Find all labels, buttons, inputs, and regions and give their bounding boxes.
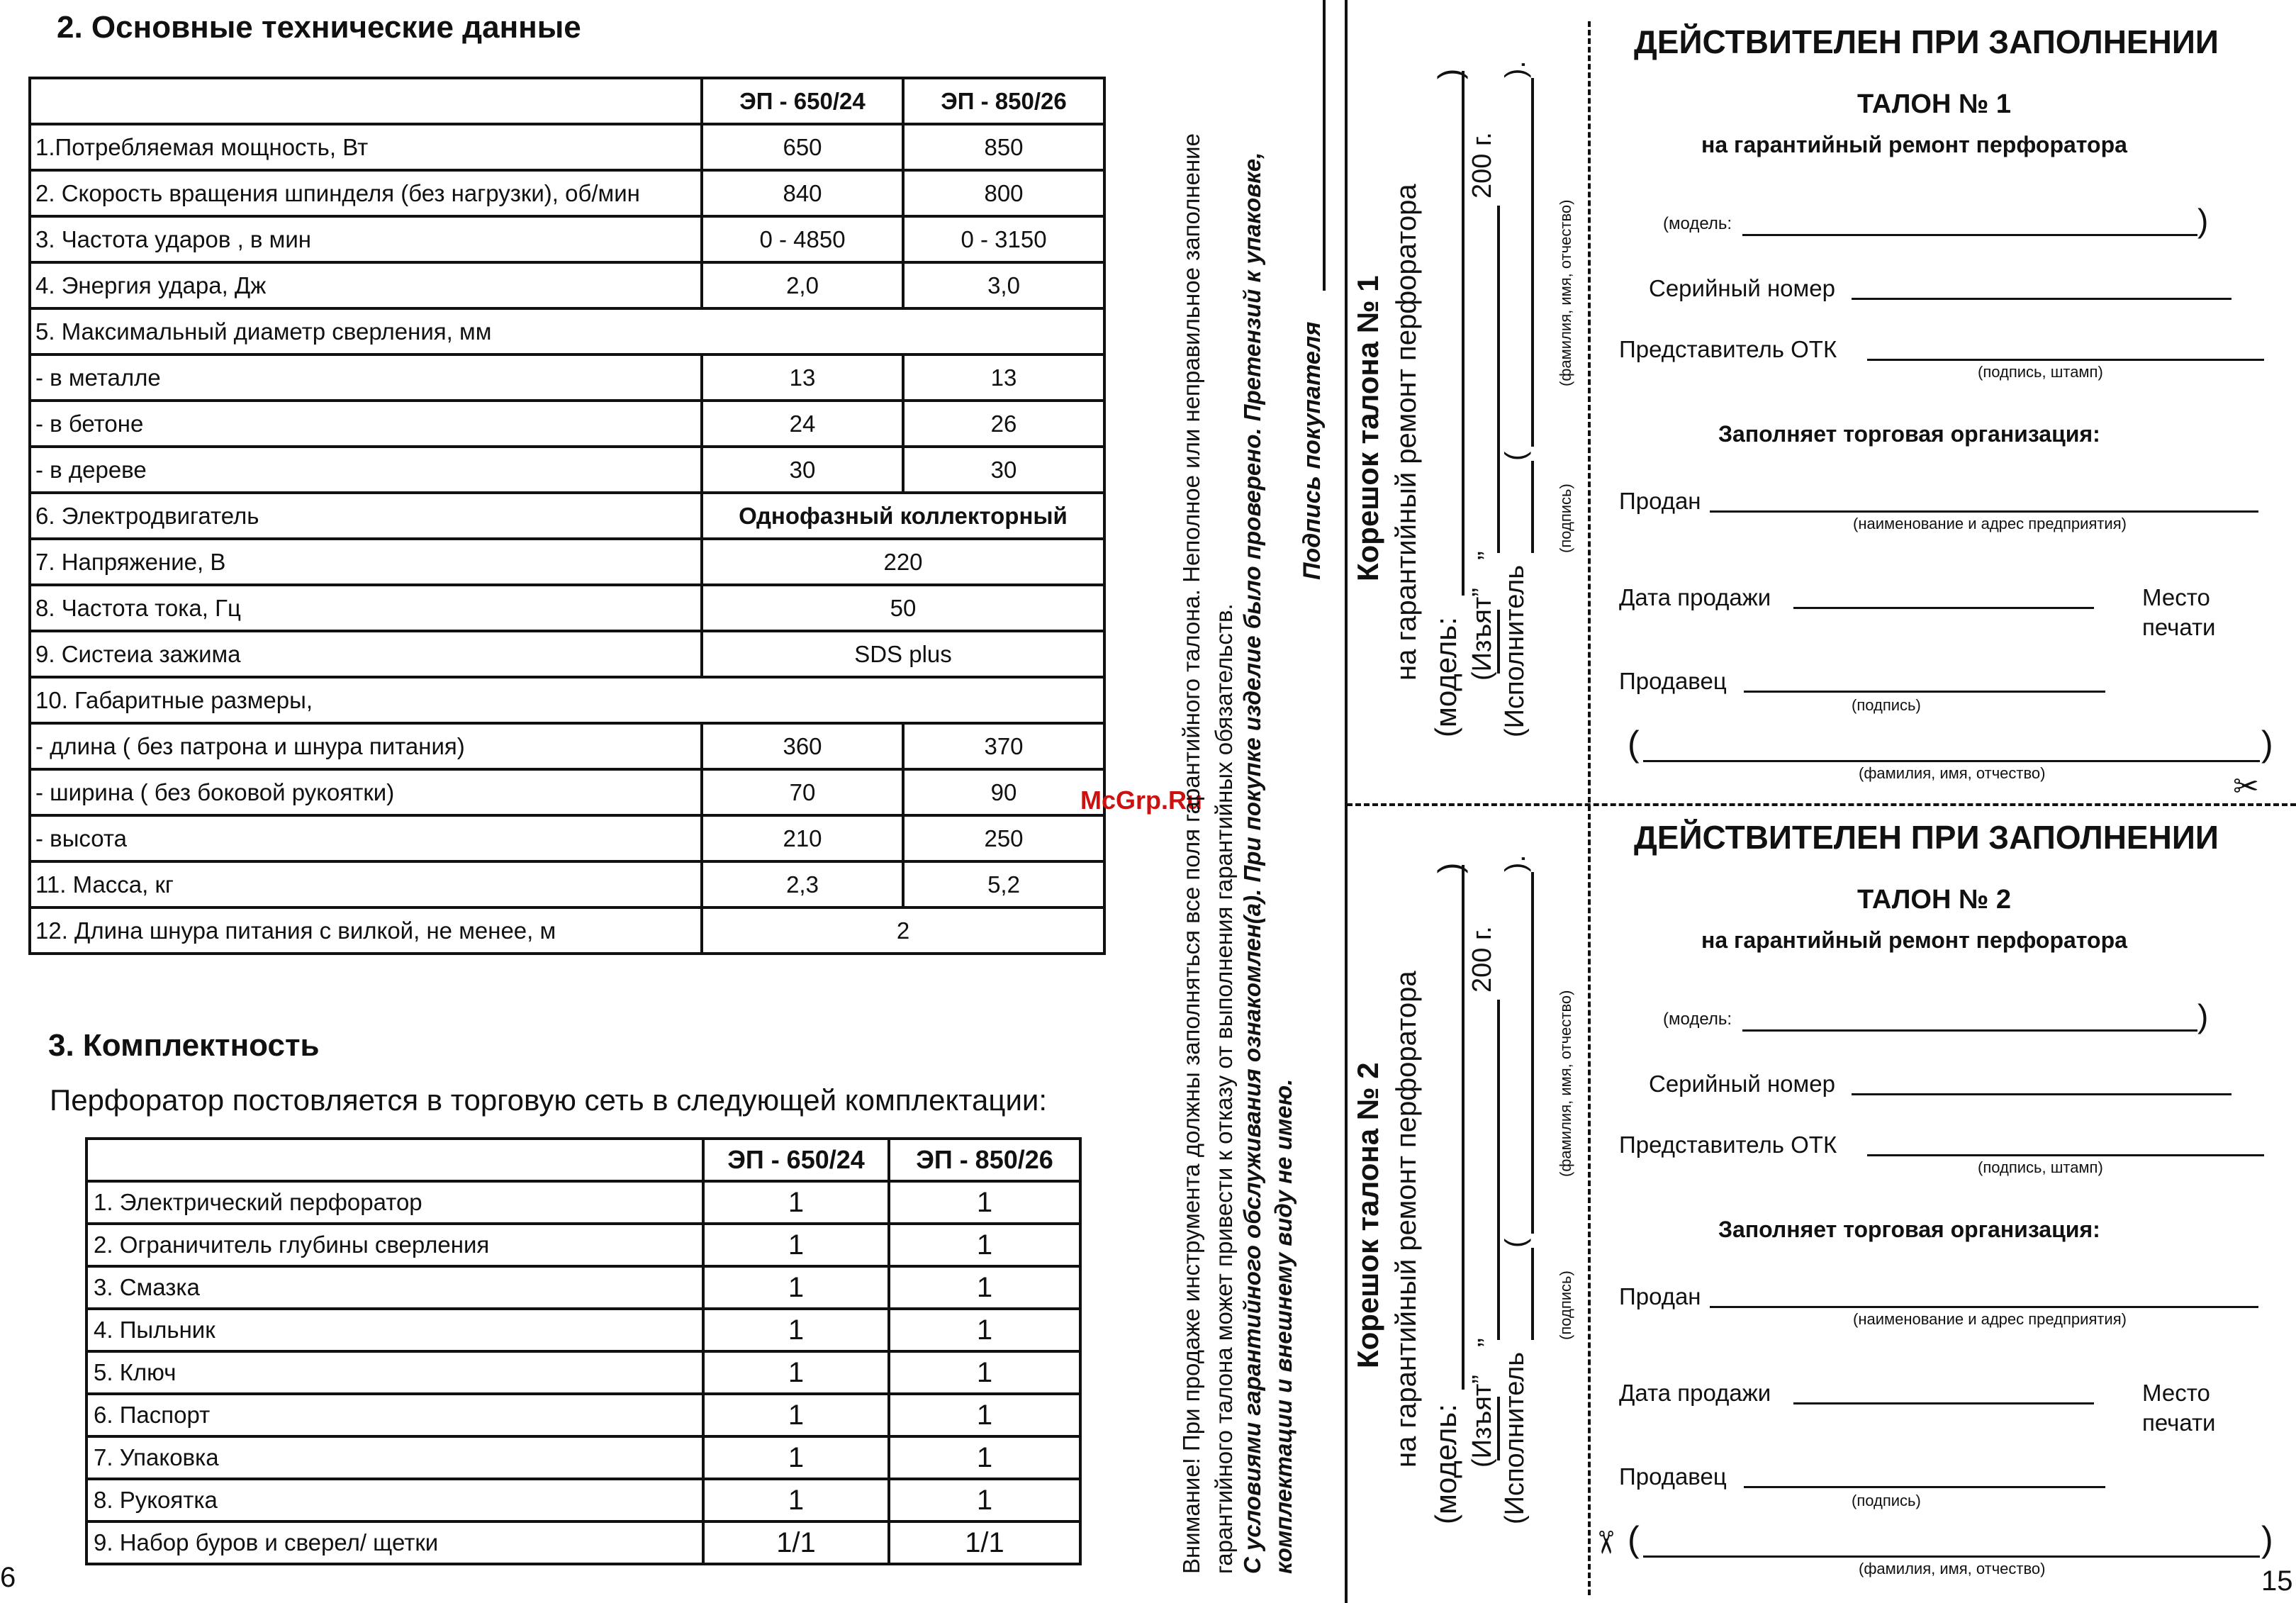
kit-value: 1 (703, 1351, 889, 1394)
stub-1-fio-hint: (фамилия, имя, отчество) (1557, 199, 1574, 386)
kit-row (86, 1394, 1080, 1436)
kit-table (85, 1137, 1082, 1565)
spec-value-merged: Однофазный коллекторный (702, 493, 1104, 539)
kit-label: 6. Паспорт (86, 1394, 703, 1436)
kit-value: 1 (703, 1266, 889, 1309)
kit-row (86, 1309, 1080, 1351)
stub-2-year: 200 г. (1467, 926, 1497, 993)
coupon-1-stamp-place-1: Место (2142, 584, 2210, 610)
notice-line-1: Внимание! При продаже инструмента должны заполняться все поля гарантийного талона. Неполное или неправильное заполнение (1178, 133, 1204, 1574)
kit-label: 9. Набор буров и сверел/ щетки (86, 1521, 703, 1564)
spec-value: 800 (903, 170, 1104, 216)
spec-label: 6. Электродвигатель (30, 493, 702, 539)
kit-label: 5. Ключ (86, 1351, 703, 1394)
spec-value: 24 (702, 401, 903, 447)
coupon-1-otk-line (1867, 359, 2264, 361)
stub-1-title: Корешок талона № 1 (1351, 275, 1384, 581)
kit-value: 1 (889, 1479, 1080, 1521)
spec-row (30, 907, 1104, 954)
stub-1-taken-quote: ” (1473, 551, 1503, 560)
spec-row (30, 216, 1104, 262)
stub-1-executor-label: (Исполнитель (1500, 564, 1530, 737)
kit-label: 3. Смазка (86, 1266, 703, 1309)
coupon-2-sold-hint: (наименование и адрес предприятия) (1853, 1310, 2127, 1328)
spec-label: 7. Напряжение, В (30, 539, 702, 585)
coupon-2-seller-line (1744, 1486, 2105, 1488)
spec-value: 250 (903, 815, 1104, 861)
coupon-1-fio-open: ( (1628, 724, 1640, 764)
cut-line-vertical (1588, 21, 1591, 1595)
coupon-1-sale-date-label: Дата продажи (1619, 584, 1771, 610)
kit-row (86, 1224, 1080, 1266)
spec-row (30, 170, 1104, 216)
stub-1-fio-line (1531, 78, 1534, 447)
spec-label: - в дереве (30, 447, 702, 493)
stub-1-model-label: (модель: (1429, 617, 1462, 737)
coupon-1-sold-hint: (наименование и адрес предприятия) (1853, 515, 2127, 532)
coupon-1-trade-label: Заполняет торговая организация: (1718, 421, 2100, 447)
spec-value: 2,0 (702, 262, 903, 308)
scissors-icon: ✂ (2233, 769, 2259, 804)
coupon-1-subtitle: на гарантийный ремонт перфоратора (1701, 132, 2127, 157)
stub-2-model-line (1462, 865, 1465, 1390)
spec-row (30, 769, 1104, 815)
kit-row (86, 1351, 1080, 1394)
kit-label: 8. Рукоятка (86, 1479, 703, 1521)
kit-value: 1 (703, 1394, 889, 1436)
spec-value: 0 - 4850 (702, 216, 903, 262)
spec-value: 2,3 (702, 861, 903, 907)
spec-row (30, 124, 1104, 170)
spec-row (30, 308, 1104, 354)
kit-value: 1 (889, 1266, 1080, 1309)
spec-row (30, 585, 1104, 631)
spec-value: 360 (702, 723, 903, 769)
kit-row (86, 1436, 1080, 1479)
kit-label: 1. Электрический перфоратор (86, 1181, 703, 1224)
coupon-1-otk-label: Представитель ОТК (1619, 336, 1837, 362)
kit-value: 1/1 (703, 1521, 889, 1564)
coupon-1-seller-line (1744, 691, 2105, 693)
spec-value: 90 (903, 769, 1104, 815)
stub-2-month-line (1497, 1000, 1500, 1340)
stub-1-fio-open-paren: ( (1500, 451, 1531, 461)
coupon-2-title: ТАЛОН № 2 (1857, 885, 2011, 915)
spec-row (30, 447, 1104, 493)
kit-intro: Перфоратор постовляется в торговую сеть в следующей комплектации: (50, 1083, 1048, 1117)
coupon-2-serial-line (1852, 1093, 2231, 1095)
spec-label: 4. Энергия удара, Дж (30, 262, 702, 308)
kit-row (86, 1181, 1080, 1224)
kit-value: 1 (703, 1181, 889, 1224)
kit-value: 1 (703, 1479, 889, 1521)
spec-row (30, 631, 1104, 677)
coupon-2-seller-label: Продавец (1619, 1463, 1727, 1490)
spec-label: - в металле (30, 354, 702, 401)
coupon-2-fio-hint: (фамилия, имя, отчество) (1859, 1560, 2046, 1577)
coupon-2-sold-line (1710, 1306, 2258, 1308)
notice-line-3: С условиями гарантийного обслуживания ознакомлен(а). При покупке изделие было проверено. Претензий к упаковке, (1239, 152, 1265, 1574)
kit-label: 7. Упаковка (86, 1436, 703, 1479)
coupon-1-fio-line (1643, 760, 2260, 762)
coupon-2-otk-hint: (подпись, штамп) (1978, 1158, 2103, 1176)
kit-value: 1 (889, 1394, 1080, 1436)
kit-label: 2. Ограничитель глубины сверления (86, 1224, 703, 1266)
spec-value: 13 (903, 354, 1104, 401)
spec-value: 650 (702, 124, 903, 170)
coupon-1-valid-banner: ДЕЙСТВИТЕЛЕН ПРИ ЗАПОЛНЕНИИ (1634, 23, 2219, 60)
kit-header-cell (86, 1139, 703, 1181)
spec-value: 210 (702, 815, 903, 861)
spec-value: 840 (702, 170, 903, 216)
coupon-2-subtitle: на гарантийный ремонт перфоратора (1701, 927, 2127, 953)
coupon-1-fio-hint: (фамилия, имя, отчество) (1859, 764, 2046, 782)
kit-label: 4. Пыльник (86, 1309, 703, 1351)
section-3-title: 3. Комплектность (48, 1028, 320, 1063)
spec-header-cell: ЭП - 650/24 (702, 78, 903, 124)
stub-1-year: 200 г. (1467, 132, 1497, 199)
coupon-2-fio-line (1643, 1555, 2260, 1558)
spec-label: - длина ( без патрона и шнура питания) (30, 723, 702, 769)
notice-line-4: комплектации и внешнему виду не имею. (1270, 1078, 1297, 1574)
coupon-2-fio-close: ) (2261, 1519, 2273, 1559)
spec-label: 5. Максимальный диаметр сверления, мм (30, 308, 1104, 354)
coupon-1-stamp-place-2: печати (2142, 614, 2216, 640)
stub-1-sign-line (1531, 461, 1534, 553)
spec-value: 70 (702, 769, 903, 815)
spec-label: 3. Частота ударов , в мин (30, 216, 702, 262)
spec-value: 30 (702, 447, 903, 493)
coupon-1-model-label: (модель: (1663, 214, 1732, 233)
kit-row (86, 1266, 1080, 1309)
spec-row (30, 815, 1104, 861)
kit-row (86, 1479, 1080, 1521)
coupon-2-seller-hint: (подпись) (1852, 1492, 1921, 1509)
stub-2-sign-line (1531, 1248, 1534, 1340)
specs-table (28, 77, 1106, 955)
spec-label: 1.Потребляемая мощность, Вт (30, 124, 702, 170)
coupon-2-model-line (1742, 1029, 2197, 1032)
stub-2-fio-hint: (фамилия, имя, отчество) (1557, 990, 1574, 1177)
stub-1-month-line (1497, 206, 1500, 553)
stub-2-taken-label: (Изъят” (1467, 1375, 1497, 1468)
stub-2-taken-quote: ” (1473, 1338, 1503, 1347)
stub-2-title: Корешок талона № 2 (1351, 1062, 1384, 1368)
spec-value-merged: 2 (702, 907, 1104, 954)
spec-label: - в бетоне (30, 401, 702, 447)
coupon-2-sold-label: Продан (1619, 1283, 1701, 1309)
stub-2-subtitle: на гарантийный ремонт перфоратора (1391, 971, 1422, 1468)
coupon-2-valid-banner: ДЕЙСТВИТЕЛЕН ПРИ ЗАПОЛНЕНИИ (1634, 819, 2219, 856)
coupon-1-seller-hint: (подпись) (1852, 696, 1921, 714)
buyer-signature-line (1323, 0, 1326, 291)
spec-label: 11. Масса, кг (30, 861, 702, 907)
spec-row (30, 493, 1104, 539)
kit-value: 1 (889, 1309, 1080, 1351)
kit-value: 1 (889, 1436, 1080, 1479)
coupon-1-serial-line (1852, 298, 2231, 300)
coupon-1-sale-date-line (1793, 607, 2094, 609)
kit-value: 1 (889, 1351, 1080, 1394)
cut-line-horizontal (1347, 803, 2296, 806)
spec-value: 370 (903, 723, 1104, 769)
spec-row (30, 677, 1104, 723)
coupon-2-serial-label: Серийный номер (1649, 1071, 1835, 1097)
coupon-1-model-line (1742, 234, 2197, 236)
stub-1-subtitle: на гарантийный ремонт перфоратора (1391, 184, 1422, 681)
spec-value-merged: 50 (702, 585, 1104, 631)
coupon-2-otk-line (1867, 1154, 2264, 1156)
kit-header-row (86, 1139, 1080, 1181)
kit-value: 1 (703, 1436, 889, 1479)
coupon-2-stamp-place-2: печати (2142, 1409, 2216, 1436)
spec-label: 10. Габаритные размеры, (30, 677, 1104, 723)
coupon-1-sold-label: Продан (1619, 488, 1701, 514)
coupon-1-serial-label: Серийный номер (1649, 275, 1835, 301)
buyer-signature-label: Подпись покупателя (1299, 321, 1326, 580)
spec-value-merged: 220 (702, 539, 1104, 585)
spec-label: 12. Длина шнура питания с вилкой, не менее, м (30, 907, 702, 954)
stub-2-executor-label: (Исполнитель (1500, 1351, 1530, 1524)
spec-value: 26 (903, 401, 1104, 447)
spec-value: 5,2 (903, 861, 1104, 907)
coupon-1-title: ТАЛОН № 1 (1857, 89, 2011, 119)
kit-header-cell: ЭП - 650/24 (703, 1139, 889, 1181)
coupon-2-fio-open: ( (1628, 1519, 1640, 1559)
spec-label: 2. Скорость вращения шпинделя (без нагрузки), об/мин (30, 170, 702, 216)
coupon-2-stamp-place-1: Место (2142, 1380, 2210, 1406)
stub-1-model-line (1462, 71, 1465, 596)
kit-value: 1 (703, 1309, 889, 1351)
stub-1-model-paren: ) (1431, 68, 1468, 79)
spec-value: 3,0 (903, 262, 1104, 308)
spec-label: 8. Частота тока, Гц (30, 585, 702, 631)
spec-header-row (30, 78, 1104, 124)
spec-row (30, 723, 1104, 769)
spec-row (30, 262, 1104, 308)
coupon-1-otk-hint: (подпись, штамп) (1978, 363, 2103, 381)
coupon-1-seller-label: Продавец (1619, 668, 1727, 694)
stub-1-fio-close: ). (1500, 60, 1531, 78)
coupon-1-sold-line (1710, 510, 2258, 513)
spec-label: 9. Систеиа зажима (30, 631, 702, 677)
coupon-2-sale-date-label: Дата продажи (1619, 1380, 1771, 1406)
coupon-1-model-paren: ) (2197, 202, 2209, 239)
kit-value: 1 (703, 1224, 889, 1266)
coupon-1-fio-close: ) (2261, 724, 2273, 764)
coupon-2-otk-label: Представитель ОТК (1619, 1132, 1837, 1158)
coupon-2-sale-date-line (1793, 1402, 2094, 1404)
spec-value: 850 (903, 124, 1104, 170)
kit-row (86, 1521, 1080, 1564)
watermark: McGrp.Ru (1080, 786, 1203, 815)
spec-row (30, 354, 1104, 401)
spec-label: - высота (30, 815, 702, 861)
kit-value: 1/1 (889, 1521, 1080, 1564)
stub-2-model-label: (модель: (1429, 1404, 1462, 1524)
spec-value: 30 (903, 447, 1104, 493)
spec-header-cell (30, 78, 702, 124)
page-number-left: 6 (0, 1562, 16, 1593)
spec-header-cell: ЭП - 850/26 (903, 78, 1104, 124)
page-number-right: 15 (2261, 1565, 2293, 1597)
stub-2-fio-close: ). (1500, 854, 1531, 872)
coupon-2-model-label: (модель: (1663, 1010, 1732, 1029)
kit-header-cell: ЭП - 850/26 (889, 1139, 1080, 1181)
kit-value: 1 (889, 1224, 1080, 1266)
coupon-2-model-paren: ) (2197, 998, 2209, 1034)
spec-row (30, 539, 1104, 585)
spec-value-merged: SDS plus (702, 631, 1104, 677)
notice-line-2: гарантийного талона может привести к отказу от выполнения гарантийных обязательств. (1211, 603, 1237, 1574)
stub-2-fio-open-paren: ( (1500, 1238, 1531, 1248)
spec-label: - ширина ( без боковой рукоятки) (30, 769, 702, 815)
page-divider (1345, 0, 1348, 1603)
spec-row (30, 861, 1104, 907)
stub-2-sign-hint: (подпись) (1557, 1270, 1574, 1340)
stub-1-taken-label: (Изъят” (1467, 588, 1497, 681)
stub-2-fio-line (1531, 872, 1534, 1234)
scissors-icon: ✂ (1587, 1529, 1623, 1555)
coupon-2-trade-label: Заполняет торговая организация: (1718, 1217, 2100, 1242)
stub-2-model-paren: ) (1431, 862, 1468, 873)
spec-row (30, 401, 1104, 447)
spec-value: 13 (702, 354, 903, 401)
stub-1-sign-hint: (подпись) (1557, 484, 1574, 553)
kit-value: 1 (889, 1181, 1080, 1224)
spec-value: 0 - 3150 (903, 216, 1104, 262)
section-2-title: 2. Основные технические данные (57, 10, 581, 45)
